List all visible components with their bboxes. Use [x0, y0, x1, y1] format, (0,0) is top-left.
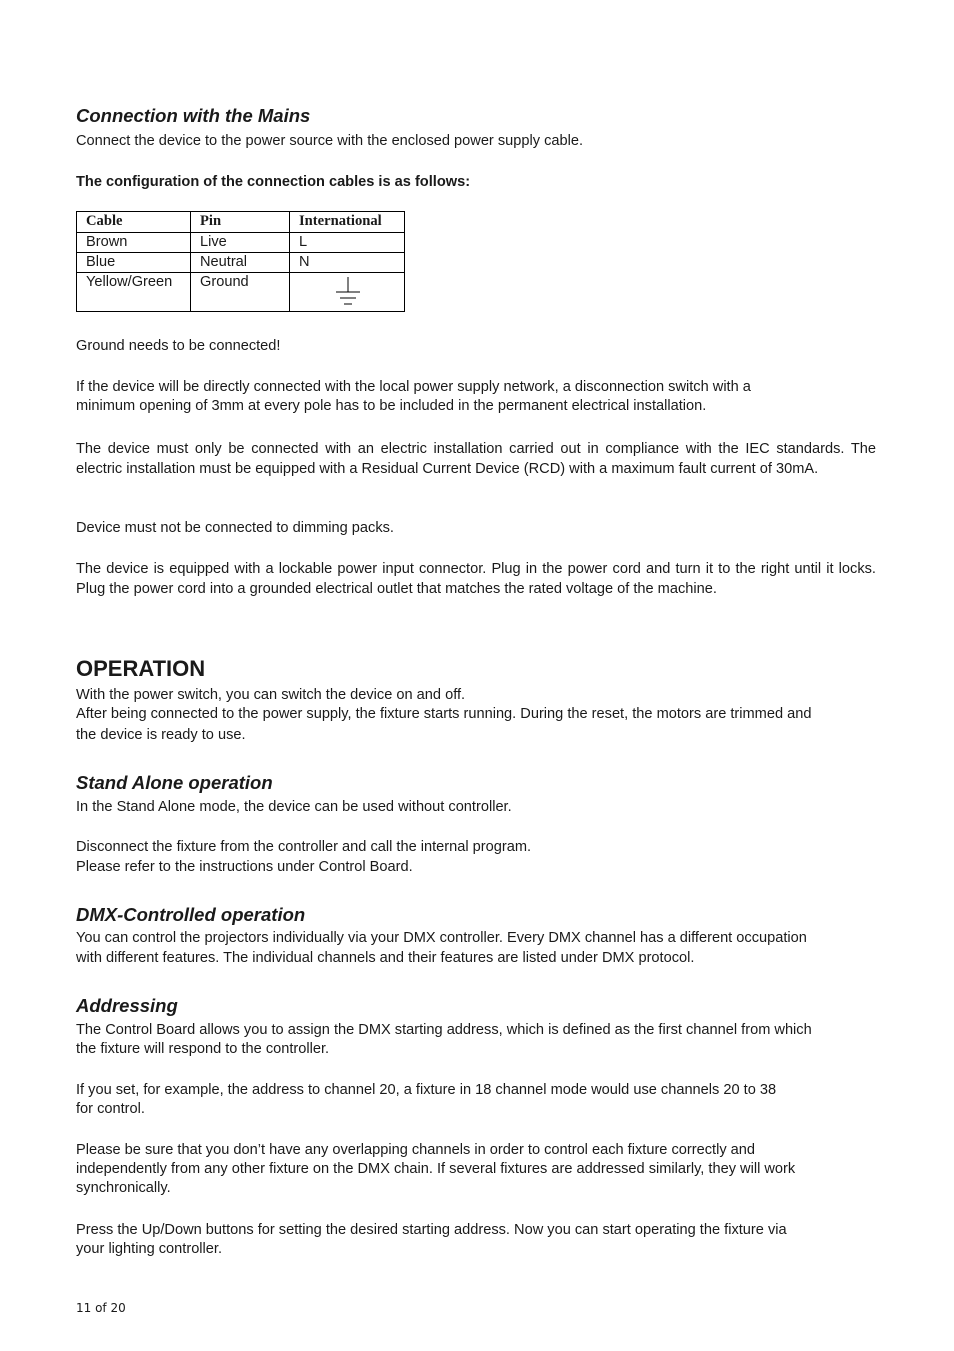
table-header-cell: International: [290, 212, 405, 233]
table-row: [77, 273, 405, 312]
dimming-paragraph: Device must not be connected to dimming packs.: [76, 520, 394, 536]
section-heading-operation: OPERATION: [76, 656, 206, 681]
table-row: [77, 253, 405, 273]
section-heading-dmx: DMX-Controlled operation: [76, 904, 306, 925]
table-header-cell: Cable: [77, 212, 191, 233]
addressing-p4-line-2: your lighting controller.: [76, 1241, 223, 1257]
table-cell-ground: [290, 273, 405, 312]
table-cell: Blue: [77, 253, 191, 273]
section-heading-addressing: Addressing: [76, 995, 178, 1016]
table-cell: Live: [191, 233, 290, 253]
mains-intro: Connect the device to the power source with the enclosed power supply cable.: [76, 133, 584, 149]
ground-note: Ground needs to be connected!: [76, 338, 281, 354]
table-cell: Neutral: [191, 253, 290, 273]
addressing-p1-line-1: The Control Board allows you to assign the DMX starting address, which is defined as the first channel from which: [76, 1022, 812, 1038]
operation-line-3: the device is ready to use.: [76, 727, 246, 743]
operation-line-1: With the power switch, you can switch the device on and off.: [76, 687, 466, 703]
standalone-line-1: In the Stand Alone mode, the device can be used without controller.: [76, 799, 512, 815]
config-label: The configuration of the connection cables is as follows:: [76, 174, 471, 190]
addressing-p4-line-1: Press the Up/Down buttons for setting the desired starting address. Now you can start operating the fixture via: [76, 1222, 787, 1238]
iec-paragraph: The device must only be connected with an electric installation carried out in compliance with the IEC standards. The electric installation must be equipped with a Residual Current Device (RCD) with a maximum fault current of 30mA.: [76, 441, 876, 477]
table-header-row: [77, 212, 405, 233]
ground-symbol-icon: [333, 275, 363, 309]
addressing-p3-line-3: synchronically.: [76, 1180, 171, 1196]
section-heading-standalone: Stand Alone operation: [76, 772, 273, 793]
page-number: 11 of 20: [76, 1301, 126, 1315]
addressing-p2-line-2: for control.: [76, 1101, 145, 1117]
standalone-line-2: Disconnect the fixture from the controller and call the internal program.: [76, 839, 532, 855]
table-header-cell: Pin: [191, 212, 290, 233]
table-cell: Yellow/Green: [77, 273, 191, 312]
table-cell: L: [290, 233, 405, 253]
table-cell: N: [290, 253, 405, 273]
addressing-p1-line-2: the fixture will respond to the controller.: [76, 1041, 330, 1057]
operation-line-2: After being connected to the power supply, the fixture starts running. During the reset, the motors are trimmed and: [76, 706, 812, 722]
switch-paragraph-line-1: If the device will be directly connected with the local power supply network, a disconnection switch with a: [76, 379, 751, 395]
table-row: [77, 233, 405, 253]
dmx-line-2: with different features. The individual channels and their features are listed under DMX protocol.: [76, 950, 695, 966]
addressing-p3-line-2: independently from any other fixture on the DMX chain. If several fixtures are addressed similarly, they will work: [76, 1161, 796, 1177]
lockable-connector-paragraph: The device is equipped with a lockable power input connector. Plug in the power cord and turn it to the right until it locks. Plug the power cord into a grounded electrical outlet that matches the rated voltage of the machine.: [76, 561, 876, 597]
connection-cables-table: [76, 211, 405, 312]
addressing-p3-line-1: Please be sure that you don’t have any overlapping channels in order to control each fixture correctly and: [76, 1142, 756, 1158]
section-heading-mains: Connection with the Mains: [76, 105, 311, 126]
dmx-line-1: You can control the projectors individually via your DMX controller. Every DMX channel has a different occupation: [76, 930, 807, 946]
standalone-line-3: Please refer to the instructions under Control Board.: [76, 859, 413, 875]
addressing-p2-line-1: If you set, for example, the address to channel 20, a fixture in 18 channel mode would use channels 20 to 38: [76, 1082, 777, 1098]
table-cell: Ground: [191, 273, 290, 312]
switch-paragraph-line-2: minimum opening of 3mm at every pole has to be included in the permanent electrical installation.: [76, 398, 707, 414]
table-cell: Brown: [77, 233, 191, 253]
